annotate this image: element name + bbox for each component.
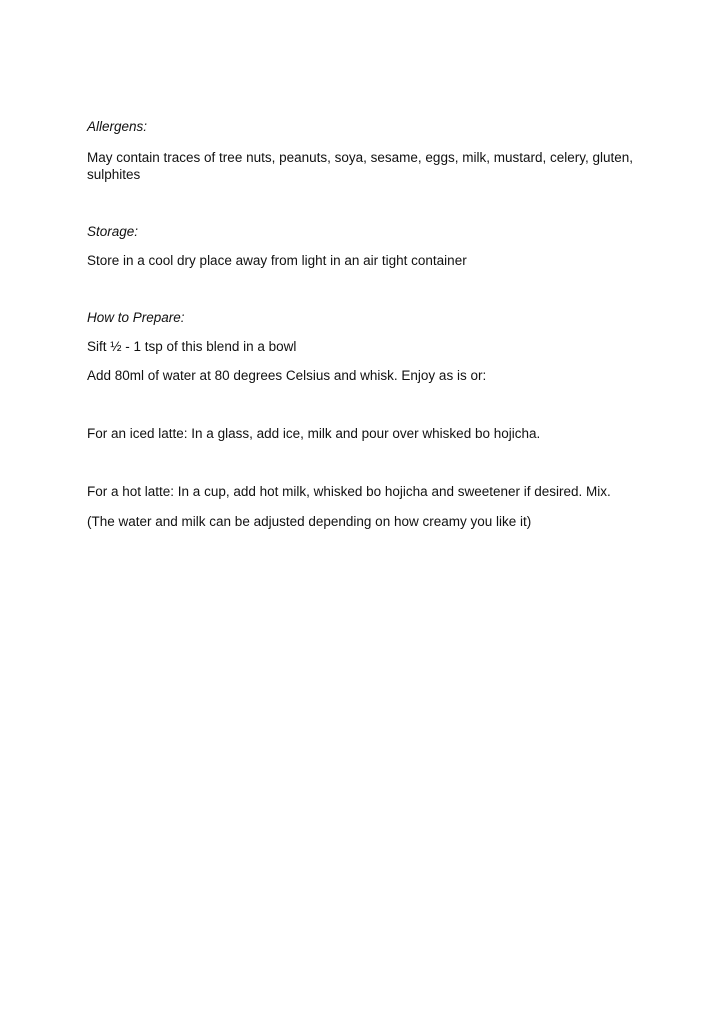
hot-latte-instructions: For a hot latte: In a cup, add hot milk, whisked bo hojicha and sweetener if desired. Mix. [87, 484, 611, 499]
adjustment-note: (The water and milk can be adjusted depending on how creamy you like it) [87, 514, 532, 529]
allergens-text-line-1: May contain traces of tree nuts, peanuts, soya, sesame, eggs, milk, mustard, celery, gluten, [87, 150, 634, 165]
how-to-prepare-heading: How to Prepare: [87, 310, 185, 325]
prepare-step-1: Sift ½ - 1 tsp of this blend in a bowl [87, 339, 297, 354]
storage-heading: Storage: [87, 224, 139, 239]
iced-latte-instructions: For an iced latte: In a glass, add ice, milk and pour over whisked bo hojicha. [87, 426, 541, 441]
allergens-text-line-2: sulphites [87, 167, 141, 182]
storage-text: Store in a cool dry place away from light in an air tight container [87, 253, 467, 268]
allergens-heading: Allergens: [87, 119, 148, 134]
prepare-step-2: Add 80ml of water at 80 degrees Celsius and whisk. Enjoy as is or: [87, 368, 487, 383]
